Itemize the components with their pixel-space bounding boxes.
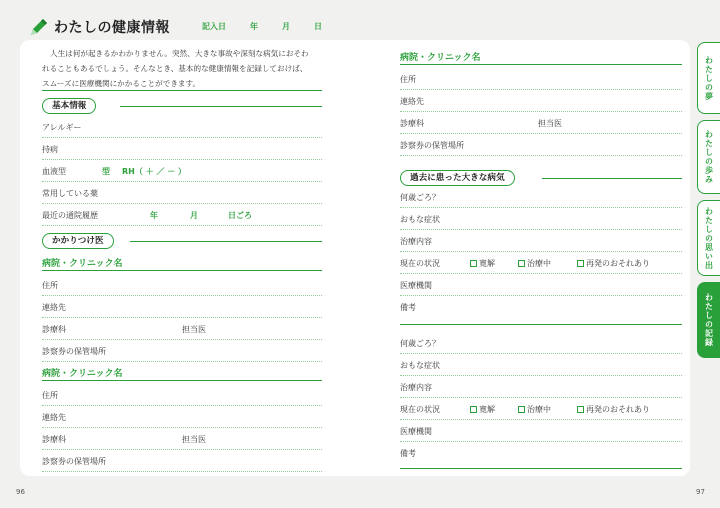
divider	[542, 178, 682, 179]
clinic-name-heading: 病院・クリニック名	[42, 259, 123, 269]
page-number-left: 96	[16, 488, 25, 496]
field-label: 住所	[400, 75, 416, 84]
regular-medicine-field[interactable]	[42, 182, 322, 204]
notes-field[interactable]	[400, 442, 682, 464]
field-label: 備考	[400, 303, 416, 312]
entry-date-month: 月	[282, 22, 290, 31]
tab-memories[interactable]: わたしの思い出	[697, 200, 720, 276]
option-label: 治療中	[527, 259, 551, 268]
page-number-right: 97	[696, 488, 705, 496]
field-label: 治療内容	[400, 237, 432, 246]
field-label: 診療科	[42, 325, 66, 334]
field-label: 連絡先	[400, 97, 424, 106]
field-label: 現在の状況	[400, 259, 440, 268]
paper-sheet	[20, 40, 690, 476]
field-label: 常用している薬	[42, 189, 98, 198]
status-recurrence-option[interactable]	[577, 404, 650, 415]
field-label: 現在の状況	[400, 405, 440, 414]
tab-dreams[interactable]: わたしの夢	[697, 42, 720, 114]
address-field[interactable]	[42, 384, 322, 406]
status-treating-option[interactable]	[518, 404, 551, 415]
field-label: アレルギー	[42, 123, 82, 132]
page-title: わたしの健康情報	[54, 20, 170, 36]
age-field[interactable]	[400, 332, 682, 354]
field-label: 連絡先	[42, 413, 66, 422]
field-label: 連絡先	[42, 303, 66, 312]
divider	[42, 380, 322, 381]
divider	[130, 241, 322, 242]
divider	[42, 270, 322, 271]
rh-factor: RH（ ＋ ／ － ）	[122, 167, 186, 176]
entry-date	[202, 21, 346, 32]
field-label: 何歳ごろ？	[400, 339, 440, 348]
institution-field[interactable]	[400, 274, 682, 296]
doctor-label: 担当医	[182, 435, 206, 444]
intro-line: れることもあるでしょう。そんなとき、基本的な健康情報を記録しておけば、	[42, 64, 308, 73]
card-location-field[interactable]	[42, 340, 322, 362]
option-label: 治療中	[527, 405, 551, 414]
last-visit-field[interactable]	[42, 204, 322, 226]
department-field[interactable]	[400, 112, 682, 134]
field-label: 何歳ごろ？	[400, 193, 440, 202]
divider	[400, 468, 682, 469]
field-label: 治療内容	[400, 383, 432, 392]
status-treating-option[interactable]	[518, 258, 551, 269]
card-location-field[interactable]	[400, 134, 682, 156]
intro-line: 人生は何が起きるかわかりません。突然、大きな事故や深刻な病気におそわ	[50, 49, 309, 58]
field-label: 診療科	[42, 435, 66, 444]
checkbox[interactable]	[577, 406, 584, 413]
blood-type-suffix: 型	[102, 167, 110, 176]
status-remission-option[interactable]	[470, 258, 495, 269]
last-visit-year: 年	[150, 211, 158, 220]
field-label: 診察券の保管場所	[400, 141, 464, 150]
entry-date-year: 年	[250, 22, 258, 31]
divider	[400, 324, 682, 325]
contact-field[interactable]	[42, 406, 322, 428]
chronic-illness-field[interactable]	[42, 138, 322, 160]
contact-field[interactable]	[42, 296, 322, 318]
field-label: 持病	[42, 145, 58, 154]
allergy-field[interactable]	[42, 116, 322, 138]
checkbox[interactable]	[470, 260, 477, 267]
tab-records[interactable]: わたしの記録	[697, 282, 720, 358]
symptoms-field[interactable]	[400, 208, 682, 230]
field-label: 医療機関	[400, 427, 432, 436]
address-field[interactable]	[400, 68, 682, 90]
status-remission-option[interactable]	[470, 404, 495, 415]
intro-line: スムーズに医療機関にかかることができます。	[42, 79, 201, 88]
clinic-name-heading: 病院・クリニック名	[42, 369, 123, 379]
field-label: 住所	[42, 391, 58, 400]
treatment-field[interactable]	[400, 230, 682, 252]
tab-history[interactable]: わたしの歩み	[697, 120, 720, 194]
field-label: 血液型	[42, 167, 66, 176]
entry-date-label: 記入日	[202, 22, 226, 31]
option-label: 寛解	[479, 405, 495, 414]
option-label: 寛解	[479, 259, 495, 268]
notes-field[interactable]	[400, 296, 682, 318]
field-label: 住所	[42, 281, 58, 290]
contact-field[interactable]	[400, 90, 682, 112]
field-label: おもな症状	[400, 361, 440, 370]
checkbox[interactable]	[470, 406, 477, 413]
pencil-icon	[28, 16, 48, 38]
status-field	[400, 252, 682, 274]
checkbox[interactable]	[577, 260, 584, 267]
status-field	[400, 398, 682, 420]
divider	[120, 106, 322, 107]
clinic-name-heading: 病院・クリニック名	[400, 53, 481, 63]
last-visit-day: 日ごろ	[228, 211, 252, 220]
section-family-doctor: かかりつけ医	[42, 233, 114, 249]
title-row	[28, 13, 170, 41]
doctor-label: 担当医	[538, 119, 562, 128]
last-visit-month: 月	[190, 211, 198, 220]
card-location-field[interactable]	[42, 450, 322, 472]
field-label: 診察券の保管場所	[42, 457, 106, 466]
department-field[interactable]	[42, 428, 322, 450]
intro-text	[42, 46, 322, 91]
field-label: 診察券の保管場所	[42, 347, 106, 356]
field-label: 最近の通院履歴	[42, 211, 98, 220]
option-label: 再発のおそれあり	[586, 405, 650, 414]
field-label: 診療科	[400, 119, 424, 128]
blood-type-field[interactable]	[42, 160, 322, 182]
field-label: おもな症状	[400, 215, 440, 224]
field-label: 備考	[400, 449, 416, 458]
divider	[42, 90, 322, 91]
treatment-field[interactable]	[400, 376, 682, 398]
field-label: 医療機関	[400, 281, 432, 290]
checkbox[interactable]	[518, 260, 525, 267]
department-field[interactable]	[42, 318, 322, 340]
section-past-illness: 過去に患った大きな病気	[400, 170, 515, 186]
entry-date-day: 日	[314, 22, 322, 31]
option-label: 再発のおそれあり	[586, 259, 650, 268]
institution-field[interactable]	[400, 420, 682, 442]
divider	[400, 64, 682, 65]
age-field[interactable]	[400, 186, 682, 208]
status-recurrence-option[interactable]	[577, 258, 650, 269]
section-basic-info: 基本情報	[42, 98, 96, 114]
doctor-label: 担当医	[182, 325, 206, 334]
address-field[interactable]	[42, 274, 322, 296]
checkbox[interactable]	[518, 406, 525, 413]
symptoms-field[interactable]	[400, 354, 682, 376]
